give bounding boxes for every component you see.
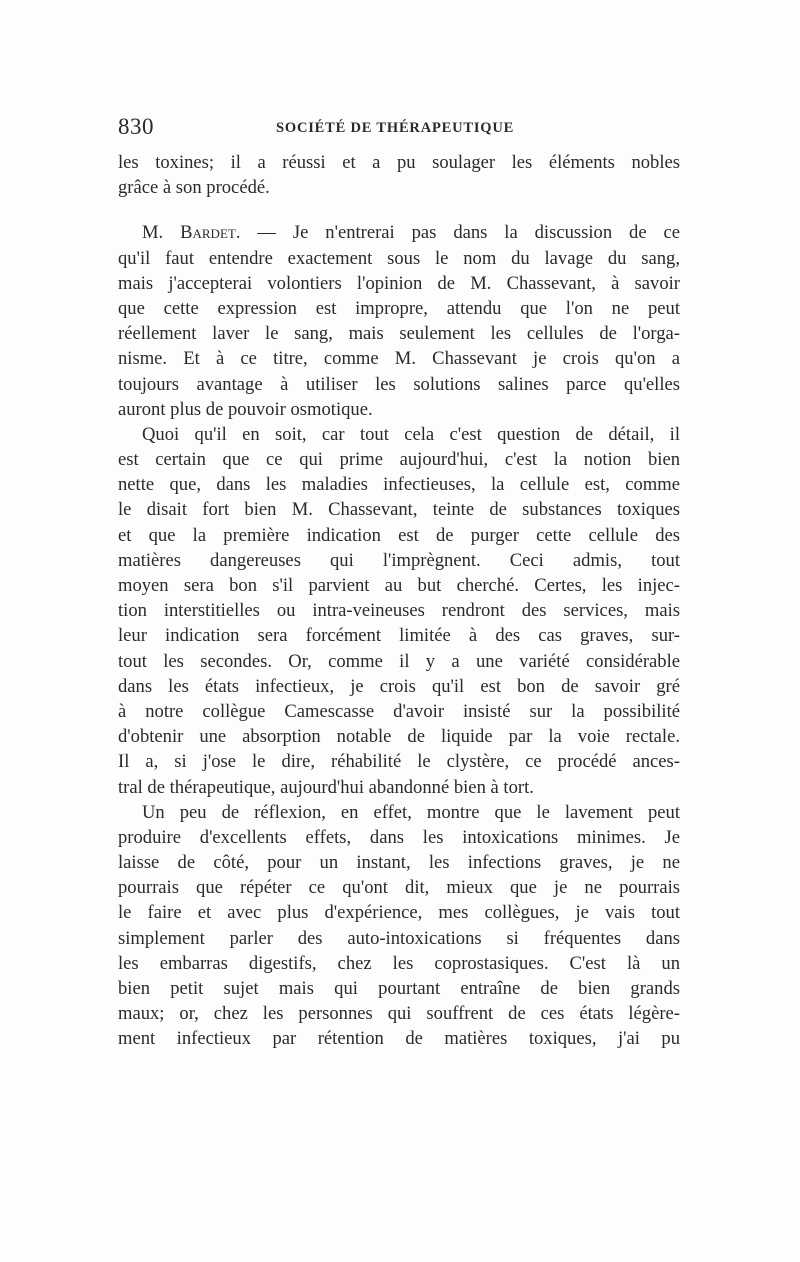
text-line: Un peu de réflexion, en effet, montre que le lavement peut — [142, 801, 680, 823]
paragraph — [118, 422, 680, 800]
text-line: nisme. Et à ce titre, comme M. Chassevant je crois qu'on a — [118, 348, 680, 370]
text-line: les toxines; il a réussi et a pu soulager les éléments nobles — [118, 152, 680, 173]
body-text — [118, 150, 680, 1052]
text-line: que cette expression est impropre, attendu que l'on ne peut — [118, 297, 680, 319]
text-line: tout les secondes. Or, comme il y a une variété considérable — [118, 650, 680, 672]
text-line: auront plus de pouvoir osmotique. — [118, 398, 373, 420]
text-line: les embarras digestifs, chez les coprostasiques. C'est là un — [118, 952, 680, 974]
text-line: réellement laver le sang, mais seulement les cellules de l'orga- — [118, 323, 680, 345]
text-line: est certain que ce qui prime aujourd'hui, c'est la notion bien — [118, 449, 680, 471]
text-line: produire d'excellents effets, dans les intoxications minimes. Je — [118, 826, 680, 848]
text-line: grâce à son procédé. — [118, 177, 270, 199]
text-line: moyen sera bon s'il parvient au but cherché. Certes, les injec- — [118, 575, 680, 596]
text-line: nette que, dans les maladies infectieuses, la cellule est, comme — [118, 474, 680, 496]
text-line: tion interstitielles ou intra-veineuses rendront des services, mais — [118, 600, 680, 622]
text-line: dans les états infectieux, je crois qu'il est bon de savoir gré — [118, 675, 680, 697]
paragraph — [118, 150, 680, 200]
text-line: le faire et avec plus d'expérience, mes collègues, je vais tout — [118, 902, 680, 924]
speaker-name: M. Bardet. — [142, 222, 241, 244]
text-line: d'obtenir une absorption notable de liquide par la voie rectale. — [118, 726, 680, 748]
text-line: bien petit sujet mais qui pourtant entraîne de bien grands — [118, 978, 680, 999]
text-line: et que la première indication est de purger cette cellule des — [118, 524, 680, 546]
text-fragment: — Je n'entrerai pas dans la discussion de ce — [240, 222, 680, 244]
text-line: Il a, si j'ose le dire, réhabilité le clystère, ce procédé ances- — [118, 751, 680, 773]
text-line: ment infectieux par rétention de matières toxiques, j'ai pu — [118, 1028, 680, 1050]
running-title: SOCIÉTÉ DE THÉRAPEUTIQUE — [276, 120, 515, 136]
text-line: le disait fort bien M. Chassevant, teinte de substances toxiques — [118, 499, 680, 521]
page-header — [118, 114, 680, 144]
text-line: tral de thérapeutique, aujourd'hui abandonné bien à tort. — [118, 776, 534, 798]
text-line: à notre collègue Camescasse d'avoir insisté sur la possibilité — [118, 700, 680, 722]
text-line: qu'il faut entendre exactement sous le nom du lavage du sang, — [118, 247, 680, 269]
paragraph — [118, 220, 680, 422]
text-line: simplement parler des auto-intoxications si fréquentes dans — [118, 927, 680, 949]
text-line: matières dangereuses qui l'imprègnent. Ceci admis, tout — [118, 549, 680, 571]
text-line: leur indication sera forcément limitée à des cas graves, sur- — [118, 625, 680, 647]
page-number: 830 — [118, 114, 154, 139]
text-line: toujours avantage à utiliser les solutions salines parce qu'elles — [118, 373, 680, 395]
paragraph — [118, 800, 680, 1052]
text-line: laisse de côté, pour un instant, les infections graves, je ne — [118, 852, 680, 874]
text-line: mais j'accepterai volontiers l'opinion de M. Chassevant, à savoir — [118, 272, 680, 294]
text-line: pourrais que répéter ce qu'ont dit, mieux que je ne pourrais — [118, 877, 680, 899]
text-line: Quoi qu'il en soit, car tout cela c'est question de détail, il — [142, 423, 680, 445]
text-line: maux; or, chez les personnes qui souffrent de ces états légère- — [118, 1003, 680, 1025]
text-line — [118, 220, 680, 245]
